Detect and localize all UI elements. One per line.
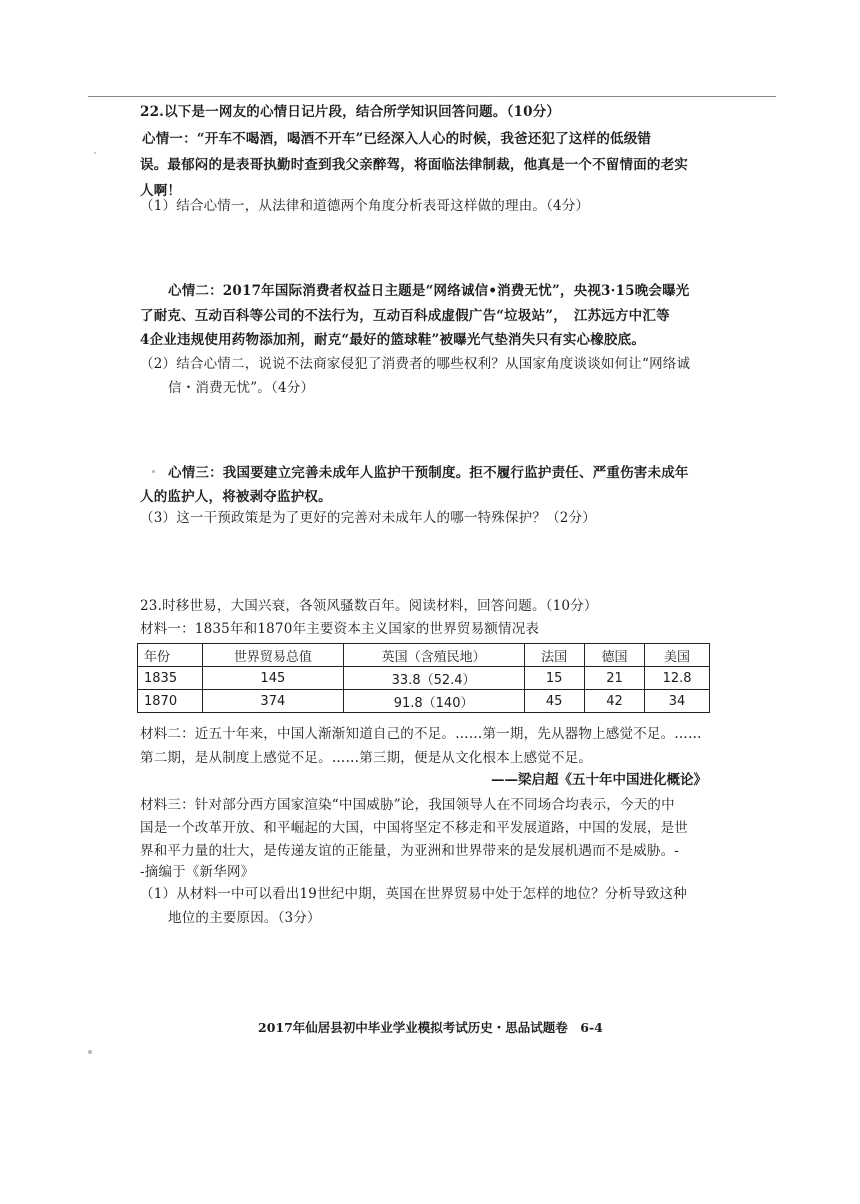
material1-title: 材料一：1835年和1870年主要资本主义国家的世界贸易额情况表 <box>140 621 540 637</box>
q22-mood2-line2: 了耐克、互动百科等公司的不法行为，互动百科成虚假广告“垃圾站”， 江苏远方中汇等 <box>140 308 670 324</box>
table-cell: 33.8（52.4） <box>343 667 524 690</box>
q22-sub3: （3）这一干预政策是为了更好的完善对未成年人的哪一特殊保护？（2分） <box>140 510 596 526</box>
table-cell: 45 <box>524 690 584 713</box>
page-footer: 2017年仙居县初中毕业学业模拟考试历史・思品试题卷 6-4 <box>258 1020 603 1035</box>
q22-sub2-line2: 信・消费无忧”。（4分） <box>168 380 315 396</box>
table-cell: 42 <box>584 690 644 713</box>
table-header-row <box>138 644 710 667</box>
q22-mood1-line1: 心情一：“开车不喝酒，喝酒不开车”已经深入人心的时候，我爸还犯了这样的低级错 <box>142 131 652 147</box>
q23-sub1-line1: （1）从材料一中可以看出19世纪中期，英国在世界贸易中处于怎样的地位？分析导致这种 <box>140 886 687 902</box>
table-cell: 12.8 <box>645 667 710 690</box>
table-row <box>138 690 710 713</box>
q22-mood2-line1: 心情二：2017年国际消费者权益日主题是“网络诚信•消费无忧”，央视3·15晚会曝光 <box>168 283 690 299</box>
table-cell: 15 <box>524 667 584 690</box>
q22-sub2-line1: （2）结合心情二，说说不法商家侵犯了消费者的哪些权利？从国家角度谈谈如何让“网络诚 <box>140 356 691 372</box>
header-cell: 年份 <box>138 644 203 667</box>
table-cell: 91.8（140） <box>343 690 524 713</box>
q22-sub1: （1）结合心情一，从法律和道德两个角度分析表哥这样做的理由。（4分） <box>140 198 590 214</box>
material2-line2: 第二期，是从制度上感觉不足。……第三期，便是从文化根本上感觉不足。 <box>140 750 593 766</box>
table-cell: 1835 <box>138 667 203 690</box>
table-cell: 374 <box>203 690 344 713</box>
header-cell: 法国 <box>524 644 584 667</box>
q22-mood2-line3: 4企业违规使用药物添加剂，耐克“最好的篮球鞋”被曝光气垫消失只有实心橡胶底。 <box>140 332 646 348</box>
header-cell: 世界贸易总值 <box>203 644 344 667</box>
q23-title: 23.时移世易，大国兴衰，各领风骚数百年。阅读材料，回答问题。（10分） <box>140 598 598 614</box>
material2-source: ——梁启超《五十年中国进化概论》 <box>491 772 707 788</box>
header-cell: 英国（含殖民地） <box>343 644 524 667</box>
scan-speck <box>88 1050 92 1054</box>
material3-line2: 国是一个改革开放、和平崛起的大国，中国将坚定不移走和平发展道路，中国的发展，是世 <box>140 820 688 836</box>
material3-line1: 材料三：针对部分西方国家渲染“中国威胁”论，我国领导人在不同场合均表示，今天的中 <box>140 797 675 813</box>
scan-speck <box>152 470 155 473</box>
top-rule <box>88 96 776 97</box>
table-cell: 1870 <box>138 690 203 713</box>
table-cell: 145 <box>203 667 344 690</box>
q22-mood3-line2: 人的监护人，将被剥夺监护权。 <box>140 489 332 505</box>
material2-line1: 材料二：近五十年来，中国人渐渐知道自己的不足。……第一期，先从器物上感觉不足。…… <box>140 726 702 742</box>
trade-table <box>137 643 710 713</box>
q23-sub1-line2: 地位的主要原因。（3分） <box>168 910 321 926</box>
q22-mood1-line3: 人啊！ <box>140 183 182 199</box>
material3-line3: 界和平力量的壮大，是传递友谊的正能量，为亚洲和世界带来的是发展机遇而不是威胁。- <box>140 843 680 859</box>
table-row <box>138 667 710 690</box>
q22-mood3-line1: 心情三：我国要建立完善未成年人监护干预制度。拒不履行监护责任、严重伤害未成年 <box>168 465 689 481</box>
scan-speck <box>94 152 96 154</box>
header-cell: 美国 <box>645 644 710 667</box>
material3-source: -摘编于《新华网》 <box>140 864 255 880</box>
q22-mood1-line2: 误。最郁闷的是表哥执勤时查到我父亲醉驾，将面临法律制裁，他真是一个不留情面的老实 <box>140 157 688 173</box>
table-cell: 34 <box>645 690 710 713</box>
header-cell: 德国 <box>584 644 644 667</box>
q22-title: 22.以下是一网友的心情日记片段，结合所学知识回答问题。（10分） <box>140 104 561 120</box>
table-cell: 21 <box>584 667 644 690</box>
